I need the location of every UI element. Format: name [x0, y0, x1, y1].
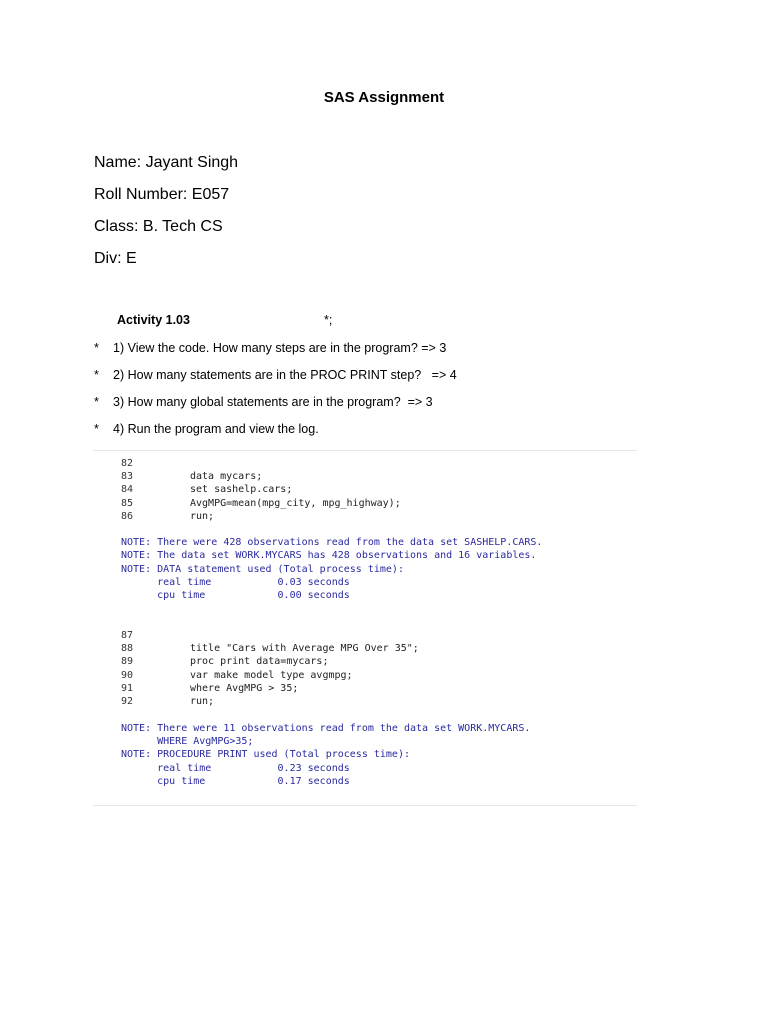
- line-number: 89: [121, 656, 134, 667]
- line-number: 90: [121, 670, 134, 681]
- student-name: Name: Jayant Singh: [94, 154, 239, 171]
- line-number: 83: [121, 471, 134, 482]
- note-text: real time 0.23 seconds: [121, 763, 350, 774]
- line-number: 91: [121, 683, 134, 694]
- question-text: 3) How many global statements are in the program? => 3: [113, 395, 433, 409]
- code-text: data mycars;: [190, 471, 263, 482]
- note-text: NOTE: PROCEDURE PRINT used (Total process time):: [121, 749, 410, 760]
- activity-suffix: *;: [324, 313, 333, 327]
- code-text: where AvgMPG > 35;: [190, 683, 299, 694]
- line-number: 87: [121, 630, 134, 641]
- bullet-star: *: [94, 422, 99, 436]
- roll-number: Roll Number: E057: [94, 186, 230, 203]
- question-1: [94, 341, 446, 355]
- code-text: proc print data=mycars;: [190, 656, 329, 667]
- code-text: AvgMPG=mean(mpg_city, mpg_highway);: [190, 498, 401, 509]
- note-text: cpu time 0.17 seconds: [121, 776, 350, 787]
- line-number: 86: [121, 511, 134, 522]
- note-text: WHERE AvgMPG>35;: [121, 736, 254, 747]
- question-2: [94, 368, 457, 382]
- code-text: title "Cars with Average MPG Over 35";: [190, 643, 419, 654]
- bullet-star: *: [94, 341, 99, 355]
- division: Div: E: [94, 250, 137, 267]
- note-text: NOTE: The data set WORK.MYCARS has 428 observations and 16 variables.: [121, 550, 537, 561]
- class-info: Class: B. Tech CS: [94, 218, 223, 235]
- document-title: SAS Assignment: [323, 89, 445, 106]
- activity-label: Activity 1.03: [117, 313, 190, 327]
- note-text: NOTE: DATA statement used (Total process time):: [121, 564, 404, 575]
- code-text: var make model type avgmpg;: [190, 670, 353, 681]
- code-text: run;: [190, 696, 215, 707]
- bullet-star: *: [94, 368, 99, 382]
- code-text: run;: [190, 511, 215, 522]
- question-text: 2) How many statements are in the PROC PRINT step? => 4: [113, 368, 457, 382]
- line-number: 85: [121, 498, 134, 509]
- question-4: [94, 422, 319, 436]
- question-text: 4) Run the program and view the log.: [113, 422, 319, 436]
- line-number: 82: [121, 458, 134, 469]
- note-text: NOTE: There were 11 observations read from the data set WORK.MYCARS.: [121, 723, 531, 734]
- note-text: NOTE: There were 428 observations read from the data set SASHELP.CARS.: [121, 537, 543, 548]
- bullet-star: *: [94, 395, 99, 409]
- sas-log-screenshot: [93, 450, 637, 806]
- note-text: cpu time 0.00 seconds: [121, 590, 350, 601]
- question-3: [94, 395, 433, 409]
- code-text: set sashelp.cars;: [190, 484, 293, 495]
- question-text: 1) View the code. How many steps are in the program? => 3: [113, 341, 447, 355]
- note-text: real time 0.03 seconds: [121, 577, 350, 588]
- line-number: 92: [121, 696, 134, 707]
- line-number: 88: [121, 643, 134, 654]
- line-number: 84: [121, 484, 134, 495]
